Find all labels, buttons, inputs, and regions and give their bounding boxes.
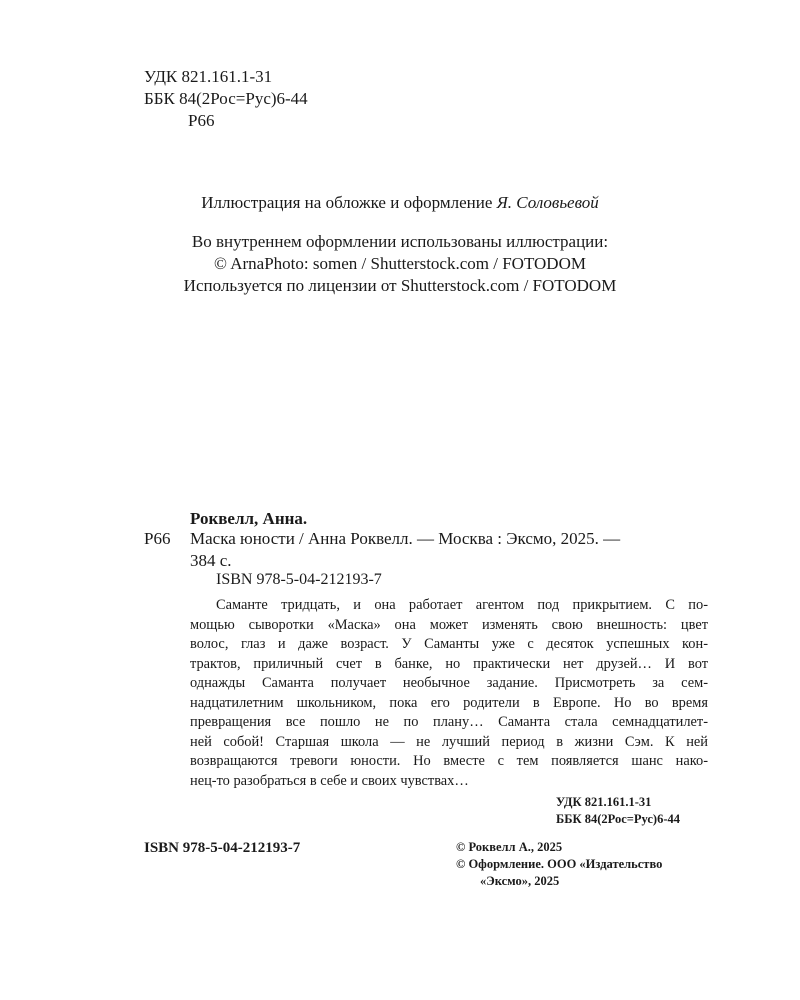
- bibliography-cutter: Р66: [144, 529, 171, 548]
- footer-udk: УДК 821.161.1-31: [556, 795, 652, 809]
- annotation-line: ней собой! Старшая школа — не лучший период в жизни Сэм. К ней: [190, 733, 708, 750]
- footer-bbk: ББК 84(2Рос=Рус)6-44: [556, 812, 680, 826]
- author-heading: Роквелл, Анна.: [190, 509, 308, 528]
- annotation-line: надцатилетним школьником, пока его родители в Европе. Но во время: [190, 694, 708, 711]
- footer-classification: [556, 794, 680, 828]
- illustration-credit-text: Иллюстрация на обложке и оформление: [201, 193, 493, 212]
- cutter-code: Р66: [188, 111, 215, 130]
- entry-isbn: ISBN 978-5-04-212193-7: [216, 571, 382, 588]
- annotation-line: превращения все пошло не по плану… Саманта стала семнадцатилет-: [190, 714, 708, 730]
- annotation-line: возвращаются тревоги юности. Но вместе с тем появляется шанс нако-: [190, 753, 708, 769]
- copyright-line: © Оформление. ООО «Издательство: [456, 857, 663, 871]
- copyright-line: «Эксмо», 2025: [480, 874, 560, 888]
- entry-line: 384 с.: [190, 551, 232, 570]
- bbk-code: ББК 84(2Рос=Рус)6-44: [144, 89, 308, 108]
- annotation-line: волос, глаз и даже возраст. У Саманты уже с десяток успешных кон-: [190, 636, 708, 652]
- copyright-block: [456, 839, 662, 890]
- bibliographic-entry: [190, 528, 620, 572]
- inner-credit-line: Используется по лицензии от Shutterstock.com / FOTODOM: [183, 276, 617, 295]
- footer-isbn: ISBN 978-5-04-212193-7: [144, 840, 301, 856]
- entry-line: Маска юности / Анна Роквелл. — Москва : Эксмо, 2025. —: [190, 529, 621, 548]
- annotation-line: Саманте тридцать, и она работает агентом под прикрытием. С по-: [216, 597, 708, 613]
- illustration-credit: [0, 192, 800, 214]
- classification-block: [144, 66, 308, 132]
- annotation: [190, 596, 708, 791]
- inner-credit-line: Во внутреннем оформлении использованы иллюстрации:: [191, 232, 609, 251]
- illustrator-name: Я. Соловьевой: [496, 193, 599, 212]
- annotation-line: мощью сыворотки «Маска» она может изменять свою внешность: цвет: [190, 616, 708, 633]
- annotation-line: трактов, приличный счет в банке, но практически нет друзей… И вот: [190, 655, 708, 672]
- inner-credit-line: © ArnaPhoto: somen / Shutterstock.com / FOTODOM: [214, 254, 586, 273]
- annotation-line: однажды Саманта получает необычное задание. Присмотреть за сем-: [190, 675, 708, 691]
- copyright-line: © Роквелл А., 2025: [456, 840, 563, 854]
- inner-illustration-credits: [0, 231, 800, 297]
- annotation-line: нец-то разобраться в себе и своих чувствах…: [190, 772, 469, 789]
- udk-code: УДК 821.161.1-31: [144, 67, 273, 86]
